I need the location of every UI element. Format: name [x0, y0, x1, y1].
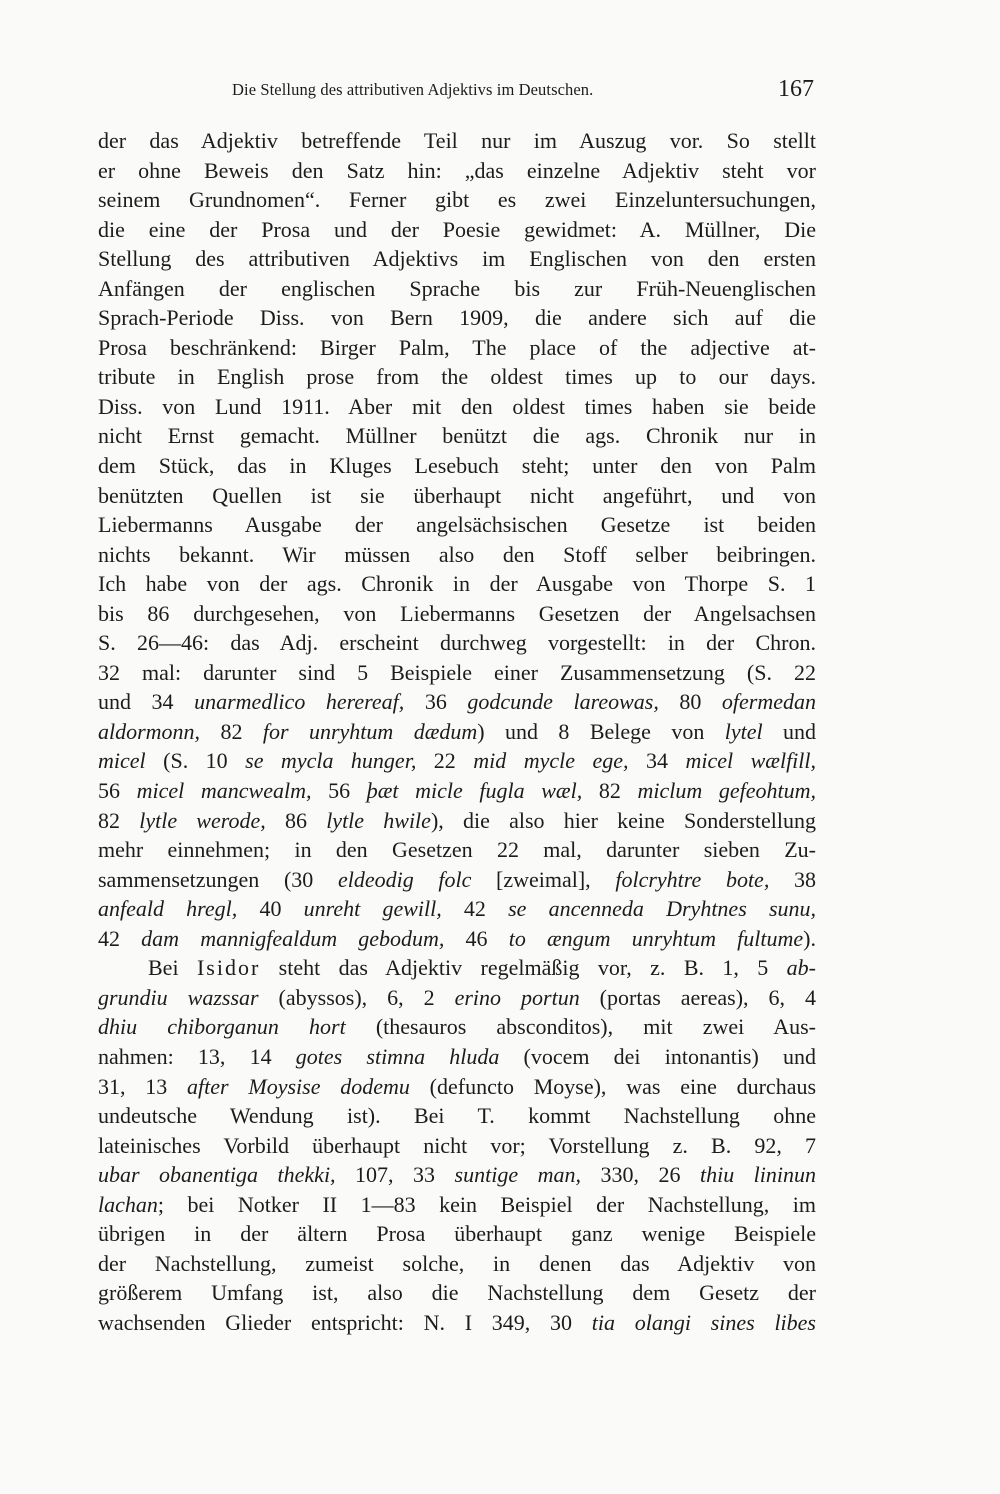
text-line: [98, 540, 816, 570]
italic-quotation: þæt micle fugla wæl,: [366, 778, 583, 804]
text-segment: 86: [265, 807, 327, 833]
text-segment: und: [762, 718, 816, 744]
text-segment: Ich habe von der ags. Chronik in der Ausgabe von Thorpe S. 1: [98, 571, 816, 597]
italic-quotation: dhiu chiborganun hort: [98, 1014, 346, 1040]
text-line: [98, 569, 816, 599]
text-segment: wachsenden Glieder entspricht: N. I 349, 30: [98, 1309, 592, 1335]
italic-quotation: ofermedan: [721, 689, 816, 715]
text-segment: tribute in English prose from the oldest times up to our days.: [98, 364, 816, 390]
text-segment: 330, 26: [580, 1162, 700, 1188]
text-segment: [zweimal],: [471, 866, 616, 892]
italic-quotation: ubar obanentiga thekki,: [98, 1162, 336, 1188]
italic-quotation: se ancenneda Dryhtnes sunu,: [508, 896, 816, 922]
italic-quotation: thiu lininun: [699, 1162, 816, 1188]
text-segment: (thesauros absconditos), mit zwei Aus-: [345, 1014, 816, 1040]
text-line: [98, 1219, 816, 1249]
text-segment: 82: [200, 718, 263, 744]
italic-quotation: lachan: [98, 1191, 158, 1217]
text-segment: nahmen: 13, 14: [98, 1043, 296, 1069]
italic-quotation: gotes stimna hluda: [295, 1043, 500, 1069]
text-line: [98, 717, 816, 747]
text-segment: er ohne Beweis den Satz hin: „das einzelne Adjektiv steht vor: [98, 157, 816, 183]
italic-quotation: micel: [98, 748, 146, 774]
text-segment: ; bei Notker II 1—83 kein Beispiel der Nachstellung, im: [157, 1191, 816, 1217]
text-segment: 46: [444, 925, 509, 951]
text-line: [98, 1308, 816, 1338]
text-line: [98, 1101, 816, 1131]
italic-quotation: godcunde lareowas,: [467, 689, 659, 715]
text-line: [98, 303, 816, 333]
italic-quotation: micel mancwealm,: [136, 778, 312, 804]
italic-quotation: miclum gefeohtum,: [637, 778, 816, 804]
text-line: [98, 274, 816, 304]
text-line: [98, 451, 816, 481]
italic-quotation: to ængum unryhtum fultume: [508, 925, 804, 951]
text-line: [98, 481, 816, 511]
text-segment: der das Adjektiv betreffende Teil nur im Auszug vor. So stellt: [98, 128, 816, 153]
text-line: [98, 185, 816, 215]
text-line: [98, 658, 816, 688]
text-segment: bis 86 durchgesehen, von Liebermanns Gesetzen der Angelsachsen: [98, 600, 816, 626]
text-segment: 42: [441, 896, 509, 922]
text-segment: ).: [803, 925, 816, 951]
text-line: [98, 599, 816, 629]
text-segment: 82: [98, 807, 140, 833]
text-segment: (abyssos), 6, 2: [258, 984, 455, 1010]
italic-quotation: after Moysise dodemu: [187, 1073, 410, 1099]
text-segment: 82: [582, 778, 638, 804]
text-segment: Anfängen der englischen Sprache bis zur Früh-Neuenglischen: [98, 275, 816, 301]
text-segment: größerem Umfang ist, also die Nachstellung dem Gesetz der: [98, 1280, 816, 1306]
text-line: [98, 1131, 816, 1161]
text-segment: S. 26—46: das Adj. erscheint durchweg vorgestellt: in der Chron.: [98, 630, 816, 656]
italic-quotation: grundiu wazssar: [98, 984, 259, 1010]
text-segment: (S. 10: [145, 748, 246, 774]
italic-quotation: ab-: [786, 955, 816, 981]
text-line: [98, 215, 816, 245]
body-text: [98, 126, 816, 1337]
text-line: [98, 806, 816, 836]
text-line: [98, 628, 816, 658]
text-segment: Liebermanns Ausgabe der angelsächsischen Gesetze ist beiden: [98, 512, 816, 538]
text-segment: ) und 8 Belege von: [477, 718, 725, 744]
spaced-name: Isidor: [196, 955, 261, 981]
text-line: [98, 865, 816, 895]
text-line: [98, 1278, 816, 1308]
text-segment: 36: [404, 689, 468, 715]
italic-quotation: anfeald hregl,: [98, 896, 238, 922]
text-segment: undeutsche Wendung ist). Bei T. kommt Nachstellung ohne: [98, 1103, 816, 1129]
text-line: [98, 126, 816, 156]
text-segment: steht das Adjektiv regelmäßig vor, z. B. 1, 5: [260, 955, 787, 981]
text-segment: 22: [416, 748, 474, 774]
text-segment: sammensetzungen (30: [98, 866, 338, 892]
italic-quotation: eldeodig folc: [337, 866, 472, 892]
text-line: [98, 924, 816, 954]
text-segment: ), die also hier keine Sonderstellung: [430, 807, 816, 833]
italic-quotation: unreht gewill,: [303, 896, 442, 922]
text-segment: lateinisches Vorbild überhaupt nicht vor; Vorstellung z. B. 92, 7: [98, 1132, 816, 1158]
text-segment: nichts bekannt. Wir müssen also den Stoff selber beibringen.: [98, 541, 816, 567]
italic-quotation: for unryhtum dædum: [262, 718, 478, 744]
running-head: [98, 74, 820, 110]
text-segment: (portas aereas), 6, 4: [579, 984, 816, 1010]
text-segment: dem Stück, das in Kluges Lesebuch steht; unter den von Palm: [98, 453, 816, 479]
text-line: [98, 776, 816, 806]
text-line: [98, 333, 816, 363]
text-segment: 32 mal: darunter sind 5 Beispiele einer Zusammensetzung (S. 22: [98, 659, 816, 685]
text-line: [98, 244, 816, 274]
text-line: [98, 687, 816, 717]
running-title: Die Stellung des attributiven Adjektivs im Deutschen.: [232, 80, 594, 99]
text-segment: (defuncto Moyse), was eine durchaus: [409, 1073, 816, 1099]
text-segment: 31, 13: [98, 1073, 188, 1099]
italic-quotation: lytle werode,: [139, 807, 266, 833]
text-line: [98, 1190, 816, 1220]
italic-quotation: lytle hwile: [326, 807, 431, 833]
text-segment: nicht Ernst gemacht. Müllner benützt die ags. Chronik nur in: [98, 423, 816, 449]
text-line: [98, 421, 816, 451]
text-line: [98, 835, 816, 865]
text-line: [98, 953, 816, 983]
text-segment: 80: [658, 689, 722, 715]
text-line: [98, 1249, 816, 1279]
italic-quotation: lytel: [724, 718, 763, 744]
text-segment: mehr einnehmen; in den Gesetzen 22 mal, darunter sieben Zu-: [98, 837, 816, 863]
text-segment: 56: [98, 778, 137, 804]
text-segment: und 34: [98, 689, 195, 715]
italic-quotation: suntige man,: [454, 1162, 581, 1188]
italic-quotation: unarmedlico herereaf,: [194, 689, 405, 715]
text-line: [98, 983, 816, 1013]
text-line: [98, 1160, 816, 1190]
text-segment: benützten Quellen ist sie überhaupt nicht angeführt, und von: [98, 482, 816, 508]
page-number: 167: [778, 76, 814, 102]
italic-quotation: erino portun: [454, 984, 580, 1010]
text-segment: 107, 33: [335, 1162, 455, 1188]
text-segment: Prosa beschränkend: Birger Palm, The place of the adjective at-: [98, 334, 816, 360]
text-segment: Stellung des attributiven Adjektivs im Englischen von den ersten: [98, 246, 816, 272]
text-segment: Sprach-Periode Diss. von Bern 1909, die andere sich auf die: [98, 305, 816, 331]
text-line: [98, 746, 816, 776]
text-segment: Diss. von Lund 1911. Aber mit den oldest times haben sie beide: [98, 393, 816, 419]
text-line: [98, 510, 816, 540]
text-segment: der Nachstellung, zumeist solche, in denen das Adjektiv von: [98, 1250, 816, 1276]
text-segment: die eine der Prosa und der Poesie gewidmet: A. Müllner, Die: [98, 216, 816, 242]
text-segment: seinem Grundnomen“. Ferner gibt es zwei Einzeluntersuchungen,: [98, 187, 816, 213]
text-segment: 38: [769, 866, 816, 892]
text-line: [98, 1012, 816, 1042]
text-segment: übrigen in der ältern Prosa überhaupt ganz wenige Beispiele: [98, 1221, 816, 1247]
italic-quotation: folcryhtre bote,: [615, 866, 770, 892]
text-line: [98, 362, 816, 392]
text-segment: 34: [628, 748, 686, 774]
text-segment: Bei: [148, 955, 197, 981]
italic-quotation: micel wælfill,: [685, 748, 816, 774]
text-line: [98, 1042, 816, 1072]
text-segment: (vocem dei intonantis) und: [499, 1043, 816, 1069]
text-segment: 40: [237, 896, 304, 922]
text-line: [98, 1072, 816, 1102]
text-line: [98, 894, 816, 924]
italic-quotation: tia olangi sines libes: [591, 1309, 816, 1335]
italic-quotation: aldormonn,: [98, 718, 201, 744]
italic-quotation: dam mannigfealdum gebodum,: [141, 925, 445, 951]
text-line: [98, 392, 816, 422]
text-line: [98, 156, 816, 186]
text-segment: 56: [311, 778, 367, 804]
italic-quotation: mid mycle ege,: [473, 748, 629, 774]
italic-quotation: se mycla hunger,: [245, 748, 417, 774]
text-segment: 42: [98, 925, 142, 951]
